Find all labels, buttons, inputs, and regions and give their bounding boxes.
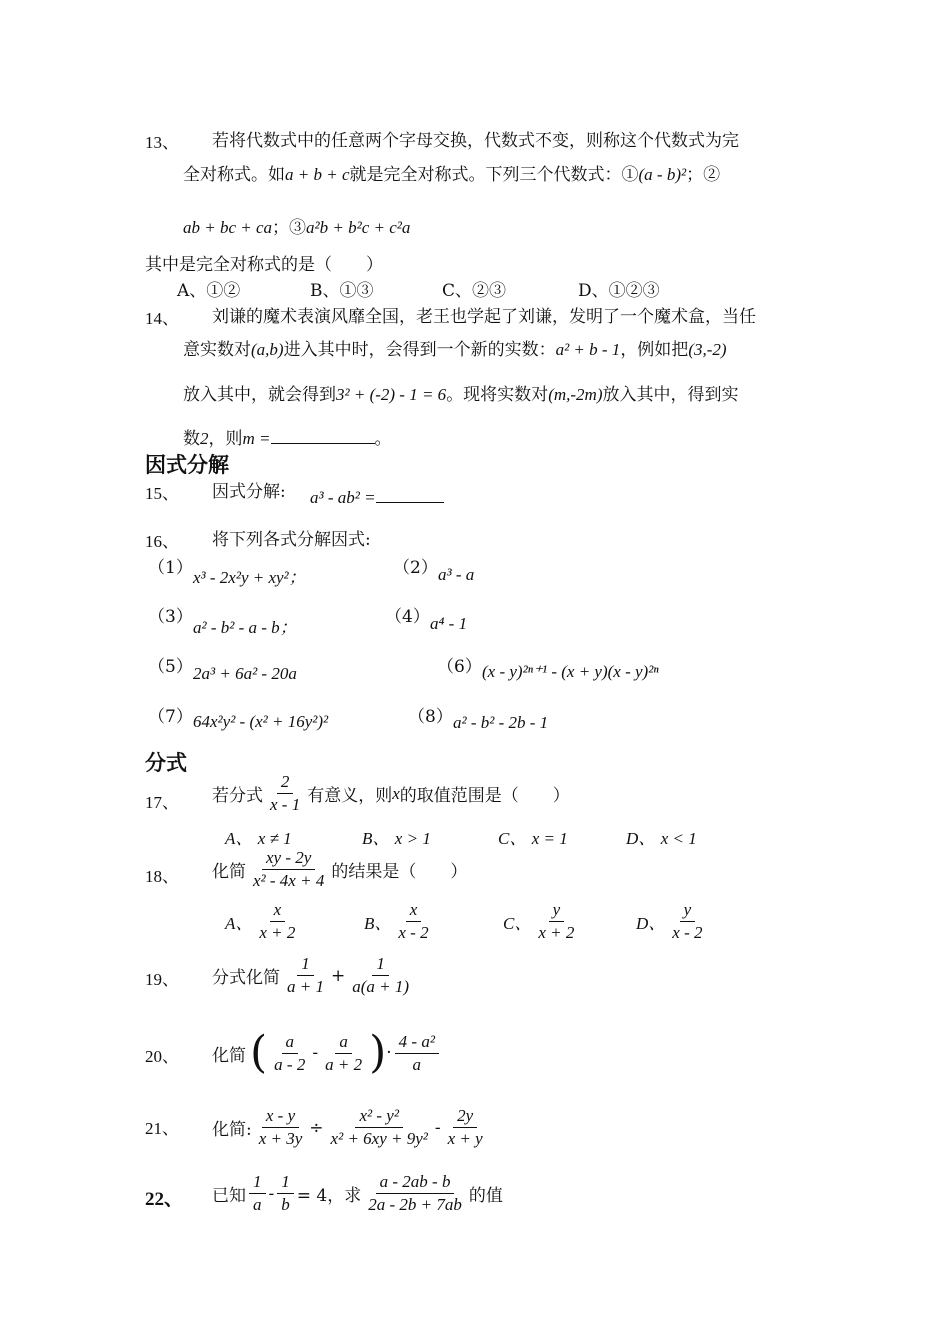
- q21-fraction-1: $\frac{x - y}{x + 3y}$: [258, 1106, 303, 1148]
- q16-number: 16、: [145, 532, 179, 551]
- q22-fraction-3: $\frac{a - 2ab - b}{2a - 2b + 7ab}$: [368, 1172, 462, 1214]
- q17-number: 17、: [145, 793, 179, 812]
- q21-stem: 化简: $\frac{x - y}{x + 3y}$ ÷ $\frac{\text{x² - y²}}{\text{x² + 6xy + 9y²}}$ - $\frac{2y}{x + y}$: [212, 1106, 490, 1149]
- q17-stem: 若分式 $\frac{2}{x - 1}$ 有意义，则 x 的取值范围是（ ）: [212, 772, 570, 814]
- q18-option-c: C、 $\frac{y}{x + 2}$: [503, 900, 581, 943]
- q16-item-expr: 64x²y² - (x² + 16y²)²: [193, 712, 329, 731]
- q13-option-d: D、①②③: [578, 281, 660, 301]
- q16-item-label: （5）: [148, 657, 193, 677]
- q20-right-paren: ): [369, 1027, 387, 1078]
- q16-item-expr: a² - b² - a - b；: [193, 618, 297, 637]
- q13-expr-a: a + b + c: [285, 165, 350, 184]
- q16-item-label: （1）: [148, 558, 193, 578]
- q21-fraction-2: $\frac{\text{x² - y²}}{\text{x² + 6xy + 9y²}}$: [330, 1106, 428, 1148]
- q16-item-expr: (x - y)²ⁿ⁺¹ - (x + y)(x - y)²ⁿ: [482, 662, 659, 681]
- q14-answer-blank[interactable]: [271, 443, 375, 444]
- q20-fraction-2: $\frac{a}{a + 2}$: [325, 1031, 363, 1074]
- q18-option-b: B、 $\frac{x}{x - 2}$: [364, 900, 436, 943]
- q16-item-label: （2）: [393, 558, 438, 578]
- q18-option-fraction: $\frac{x}{x - 2}$: [398, 900, 429, 942]
- q14-line4: 数2，则m = 。: [183, 429, 392, 449]
- q22-fraction-2: $\frac{1}{b}$: [277, 1172, 294, 1215]
- q16-text: 将下列各式分解因式:: [212, 530, 371, 550]
- q14-expr: a² + b - 1: [555, 340, 621, 359]
- q16-item-expr: a² - b² - 2b - 1: [453, 713, 549, 732]
- q14-pair: (a,b): [251, 340, 284, 359]
- q17-option-b: B、 x > 1: [362, 829, 431, 848]
- q19-stem: 分式化简 $\frac{1}{a + 1}$ + $\frac{1}{a(a + 1)}$: [212, 954, 416, 997]
- section-heading-factor: 因式分解: [145, 453, 229, 477]
- q14-pair3: (m,-2m): [548, 385, 603, 404]
- q13-option-a: A、①②: [177, 281, 241, 301]
- q18-option-a: A、 $\frac{x}{x + 2}$: [225, 900, 302, 943]
- q17-option-d: D、 x < 1: [626, 829, 697, 848]
- q13-option-c: C、②③: [442, 281, 507, 301]
- q17-option-a: A、 x ≠ 1: [225, 829, 292, 848]
- q18-stem: 化简 $\frac{xy - 2y}{\text{x² - 4x + 4}}$ 的结果是（ ）: [212, 848, 468, 890]
- q14-line2: 意实数对(a,b)进入其中时，会得到一个新的实数：a² + b - 1，例如把(3,-2): [183, 340, 727, 360]
- q13-line1: 若将代数式中的任意两个字母交换，代数式不变，则称这个代数式为完: [212, 131, 739, 151]
- q17-fraction: $\frac{2}{x - 1}$: [270, 772, 301, 814]
- q20-fraction-1: $\frac{a}{a - 2}$: [274, 1031, 306, 1074]
- q16-item-label: （8）: [408, 707, 453, 727]
- q13-option-b: B、①③: [310, 281, 374, 301]
- q20-fraction-3: $\frac{\text{4 - a²}}{a}$: [395, 1032, 439, 1075]
- section-heading-fraction: 分式: [145, 751, 187, 775]
- q20-left-paren: (: [250, 1027, 268, 1078]
- q20-stem: 化简 ( $\frac{a}{a - 2}$ - $\frac{a}{a + 2}$ ) · $\frac{\text{4 - a²}}{a}$: [212, 1031, 442, 1075]
- q18-option-fraction: $\frac{x}{x + 2}$: [259, 900, 296, 942]
- q15-expr: a³ - ab² =: [310, 488, 444, 508]
- q14-number: 14、: [145, 309, 179, 328]
- q18-fraction: $\frac{xy - 2y}{\text{x² - 4x + 4}}$: [253, 848, 325, 890]
- q19-number: 19、: [145, 970, 179, 989]
- q18-option-fraction: $\frac{y}{x - 2}$: [672, 900, 703, 942]
- q14-line1: 刘谦的魔术表演风靡全国，老王也学起了刘谦，发明了一个魔术盒，当任: [212, 307, 756, 327]
- q13-expr2: ab + bc + ca: [183, 218, 273, 237]
- q17-option-c: C、 x = 1: [498, 829, 568, 848]
- q21-number: 21、: [145, 1119, 179, 1138]
- q13-expr3: a²b + b²c + c²a: [306, 218, 411, 237]
- q14-expr2: 3² + (-2) - 1 = 6: [336, 385, 447, 404]
- q20-number: 20、: [145, 1047, 179, 1066]
- q16-item-label: （3）: [148, 607, 193, 627]
- q15-number: 15、: [145, 484, 179, 503]
- q13-number: 13、: [145, 133, 179, 152]
- q13-line3: ab + bc + ca；③a²b + b²c + c²a: [183, 218, 411, 238]
- q16-item-label: （4）: [385, 607, 430, 627]
- q18-option-d: D、 $\frac{y}{x - 2}$: [636, 900, 710, 943]
- q22-number: 22、: [145, 1189, 184, 1210]
- q16-item-expr: x³ - 2x²y + xy²；: [193, 568, 306, 587]
- q22-fraction-1: $\frac{1}{a}$: [249, 1172, 266, 1215]
- q13-line2: 全对称式。如a + b + c就是完全对称式。下列三个代数式：①(a - b)²；②: [183, 165, 721, 185]
- q19-fraction-1: $\frac{1}{a + 1}$: [287, 954, 324, 996]
- q15-text: 因式分解:: [212, 482, 286, 502]
- q22-stem: 已知 $\frac{1}{a}$ - $\frac{1}{b}$ = 4，求 $\frac{a - 2ab - b}{2a - 2b + 7ab}$ 的值: [212, 1172, 503, 1214]
- q16-item-label: （7）: [148, 707, 193, 727]
- q16-item-expr: a⁴ - 1: [430, 614, 468, 633]
- q18-option-fraction: $\frac{y}{x + 2}$: [538, 900, 575, 942]
- q14-var: m =: [242, 429, 271, 448]
- q19-fraction-2: $\frac{1}{a(a + 1)}$: [352, 954, 410, 996]
- q14-line3: 放入其中，就会得到3² + (-2) - 1 = 6。现将实数对(m,-2m)放入其中，得到实: [183, 385, 739, 405]
- q14-pair2: (3,-2): [688, 340, 727, 359]
- q18-number: 18、: [145, 867, 179, 886]
- q13-expr1: (a - b)²: [638, 165, 687, 184]
- q16-item-expr: a³ - a: [438, 565, 475, 584]
- q15-answer-blank[interactable]: [376, 502, 444, 503]
- q13-prompt: 其中是完全对称式的是（ ）: [145, 255, 383, 275]
- q16-item-expr: 2a³ + 6a² - 20a: [193, 664, 297, 683]
- q21-fraction-3: $\frac{2y}{x + y}$: [447, 1106, 483, 1148]
- q16-item-label: （6）: [437, 657, 482, 677]
